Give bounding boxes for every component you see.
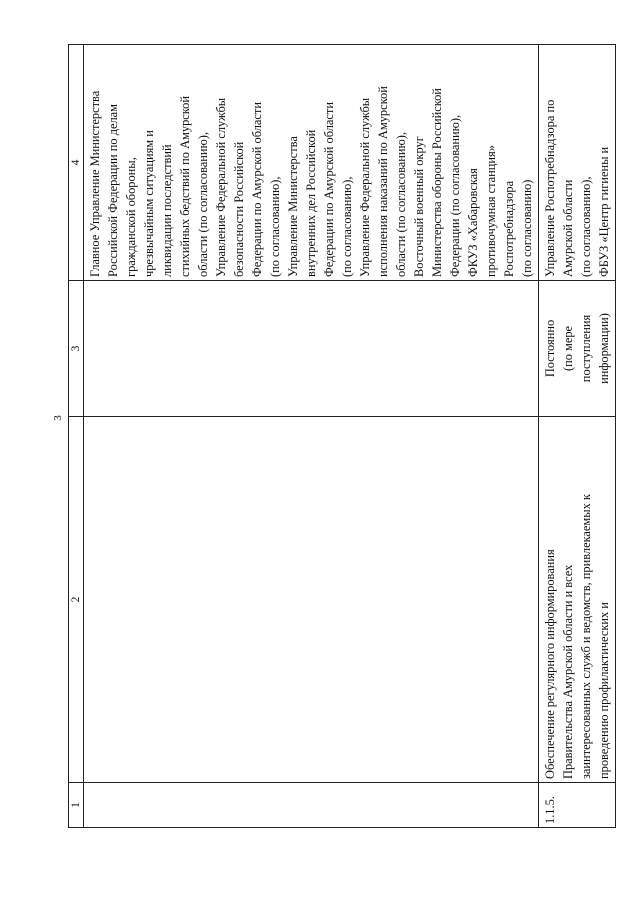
term-line: (по мере — [561, 325, 575, 372]
item-executors — [539, 45, 616, 281]
executor-line: (по согласованию), — [579, 176, 593, 277]
executor-line: Управление Министерства — [286, 136, 300, 277]
executor-line: ФБУЗ «Центр гигиены и — [597, 146, 611, 277]
description-line: заинтересованных служб и ведомств, привлекаемых к — [579, 494, 593, 779]
number-cell-empty — [84, 783, 539, 828]
executors-list — [86, 48, 536, 277]
item-term — [539, 281, 616, 417]
executor-line: Российской Федерации по делам — [106, 103, 120, 277]
description-line: Правительства Амурской области и всех — [561, 564, 575, 779]
executor-line: чрезвычайным ситуациям и — [142, 130, 156, 277]
executor-line: Амурской области — [561, 179, 575, 277]
description-cell-empty — [84, 417, 539, 783]
column-number-row — [69, 45, 84, 828]
executor-line: Управление Федеральной службы — [214, 97, 228, 277]
executor-line: Министерства обороны Российской — [430, 88, 444, 277]
column-number-4: 4 — [69, 45, 84, 281]
executor-line: (по согласованию), — [340, 176, 354, 277]
executor-line: области (по согласованию), — [394, 131, 408, 277]
description-line: проведению профилактических и — [597, 602, 611, 779]
executor-line: Восточный военный округ — [412, 136, 426, 277]
table-row-continued — [84, 45, 539, 828]
table-container — [68, 45, 611, 828]
executor-line: (по согласованию), — [268, 176, 282, 277]
executor-line: Федерации (по согласованию), — [448, 114, 462, 277]
executor-line: Управление Федеральной службы — [358, 97, 372, 277]
term-line: информации) — [597, 313, 611, 384]
item-number: 1.1.5. — [539, 783, 616, 828]
executor-line: Главное Управление Министерства — [88, 90, 102, 277]
executor-line: исполнения наказаний по Амурской — [376, 86, 390, 277]
executor-line: ликвидации последствий — [160, 144, 174, 277]
executor-line: Управление Роспотребнадзора по — [543, 99, 557, 277]
executor-line: Роспотребнадзора — [502, 180, 516, 277]
measures-table — [68, 44, 616, 828]
executor-line: гражданской обороны, — [124, 157, 138, 277]
column-number-2: 2 — [69, 417, 84, 783]
executor-line: противочумная станция» — [484, 145, 498, 277]
page-number: 3 — [52, 415, 64, 421]
executor-line: внутренних дел Российской — [304, 129, 318, 277]
executor-line: Федерации по Амурской области — [322, 102, 336, 277]
executor-line: безопасности Российской — [232, 141, 246, 277]
table-row-item-1-1-5 — [539, 45, 616, 828]
term-line: поступления — [579, 314, 593, 383]
description-line: Обеспечение регулярного информирования — [543, 549, 557, 779]
executor-line: (по согласованию) — [520, 179, 534, 277]
item-description — [539, 417, 616, 783]
term-cell-empty — [84, 281, 539, 417]
column-number-1: 1 — [69, 783, 84, 828]
term-line: Постоянно — [543, 319, 557, 378]
executors-cell — [84, 45, 539, 281]
executor-line: стихийных бедствий по Амурской — [178, 96, 192, 277]
executor-line: области (по согласованию), — [196, 131, 210, 277]
column-number-3: 3 — [69, 281, 84, 417]
executor-line: Федерации по Амурской области — [250, 102, 264, 277]
executor-line: ФКУЗ «Хабаровская — [466, 168, 480, 277]
